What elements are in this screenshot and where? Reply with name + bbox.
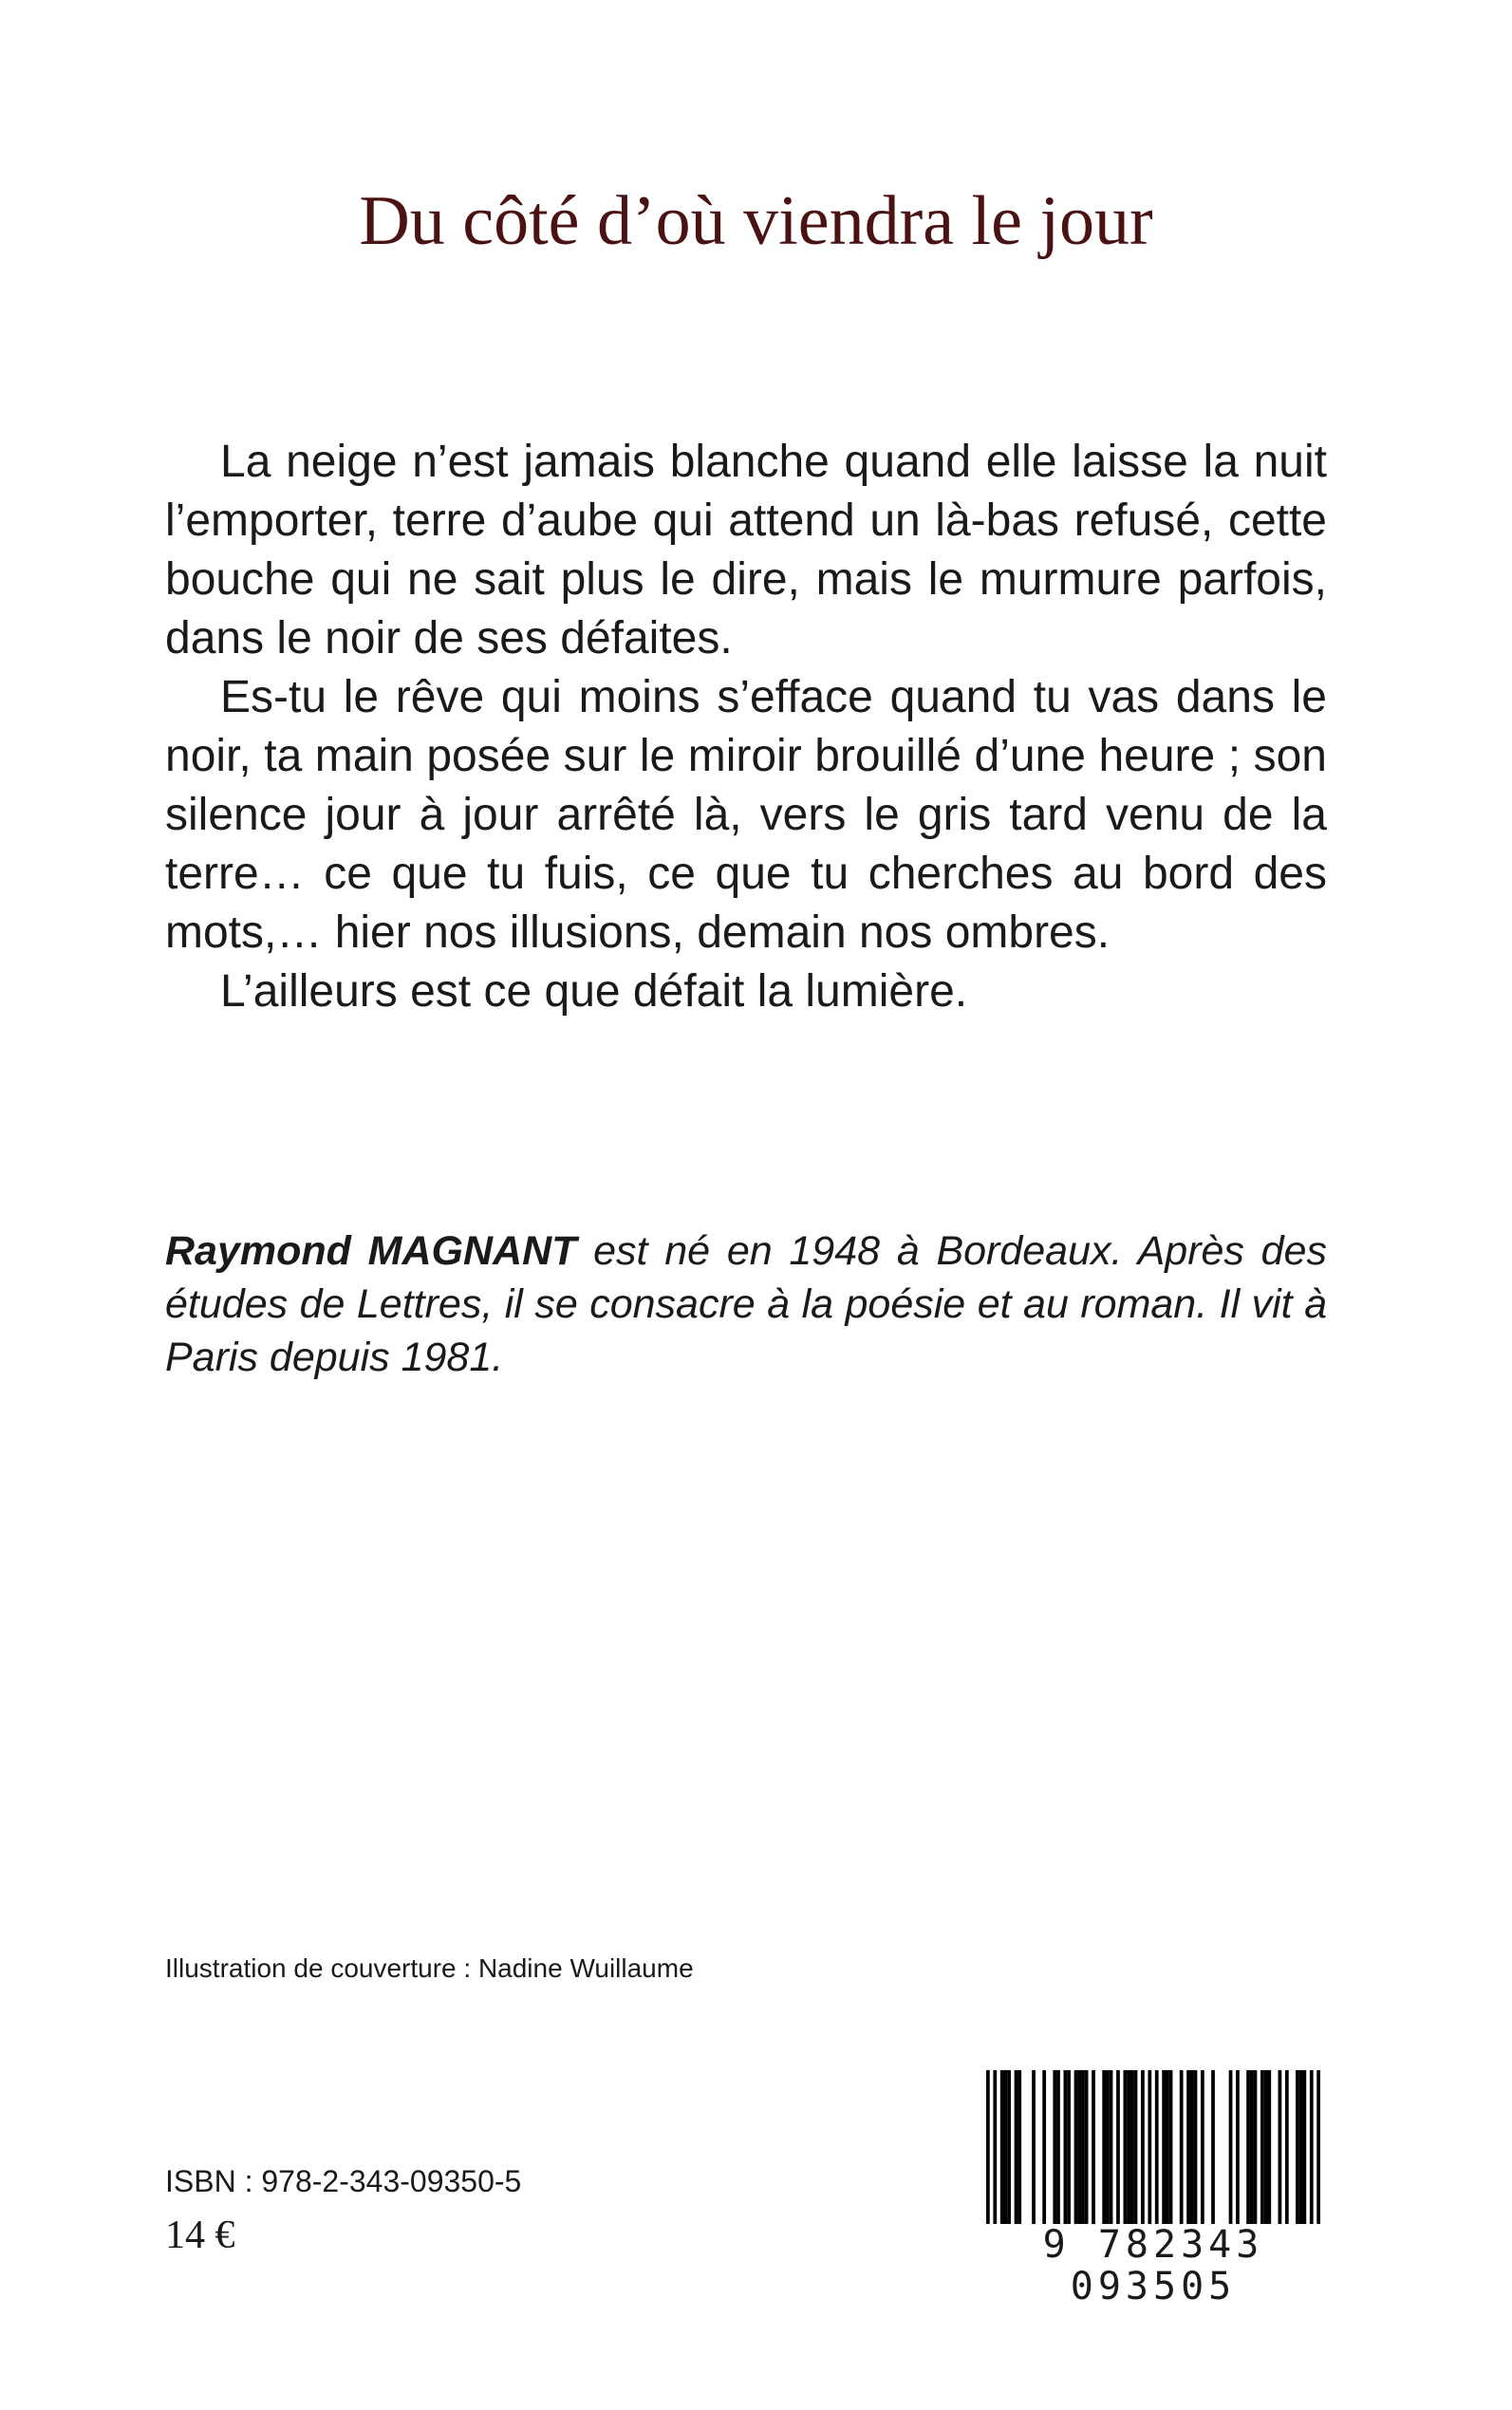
- author-name: Raymond MAGNANT: [165, 1228, 577, 1274]
- barcode-bar: [1201, 2070, 1204, 2226]
- barcode-bar: [1264, 2070, 1268, 2226]
- isbn: ISBN : 978-2-343-09350-5: [165, 2164, 522, 2198]
- barcode-bar: [1141, 2070, 1145, 2226]
- blurb-paragraph: Es-tu le rêve qui moins s’efface quand tu vas dans le noir, ta main posée sur le miroir brouillé d’une heure ; son silence jour à jour arrêté là, vers le gris tard venu de la terre… ce que tu fuis, ce que tu cherches au bord des mots,… hier nos illusions, demain nos ombres.: [165, 672, 1327, 958]
- barcode-bar: [1032, 2070, 1036, 2226]
- barcode-bar: [1254, 2070, 1258, 2226]
- barcode-bar: [1229, 2070, 1233, 2226]
- barcode-bar: [1250, 2070, 1254, 2226]
- barcode-bar: [1310, 2070, 1314, 2237]
- barcode-bar: [1155, 2070, 1159, 2237]
- barcode-bar: [1116, 2070, 1120, 2226]
- barcode-digits: 9 782343 093505: [961, 2224, 1345, 2307]
- barcode-bar: [1007, 2070, 1011, 2226]
- barcode-bar: [1166, 2070, 1169, 2226]
- barcode-bar: [986, 2070, 990, 2237]
- barcode-bar: [1260, 2070, 1264, 2226]
- barcode-bar: [1211, 2070, 1215, 2226]
- barcode-bar: [1285, 2070, 1289, 2226]
- barcode-bar: [1092, 2070, 1095, 2226]
- barcode-bar: [1017, 2070, 1021, 2226]
- barcode-bar: [1127, 2070, 1130, 2226]
- barcode-bar: [1124, 2070, 1128, 2226]
- barcode-bar: [1169, 2070, 1173, 2226]
- barcode-bars: [986, 2070, 1320, 2237]
- author-bio: [165, 1224, 1327, 1384]
- barcode-bar: [1296, 2070, 1299, 2226]
- barcode-bar: [1067, 2070, 1071, 2226]
- barcode-bar: [1246, 2070, 1250, 2226]
- back-cover-blurb: [165, 433, 1327, 1021]
- barcode-bar: [1162, 2070, 1166, 2226]
- barcode-bar: [1279, 2070, 1282, 2226]
- barcode-bar: [1302, 2070, 1306, 2226]
- barcode-bar: [1148, 2070, 1151, 2237]
- barcode-bar: [1134, 2070, 1138, 2226]
- barcode-bar: [1064, 2070, 1068, 2226]
- barcode-bar: [1316, 2070, 1320, 2237]
- illustration-credit: Illustration de couverture : Nadine Wuillaume: [165, 1953, 694, 1983]
- barcode-bar: [1053, 2070, 1056, 2226]
- barcode: [958, 2063, 1349, 2308]
- barcode-bar: [1180, 2070, 1184, 2226]
- book-title: Du côté d’où viendra le jour: [359, 182, 1153, 260]
- barcode-bar: [1194, 2070, 1198, 2226]
- barcode-bar: [1236, 2070, 1240, 2226]
- barcode-bar: [1085, 2070, 1089, 2226]
- barcode-bar: [1015, 2070, 1018, 2226]
- barcode-bar: [1110, 2070, 1113, 2226]
- barcode-bar: [1004, 2070, 1008, 2226]
- barcode-bar: [1130, 2070, 1134, 2226]
- barcode-bar: [1000, 2070, 1004, 2226]
- author-bio-text: est né en 1948 à Bordeaux. Après des études de Lettres, il se consacre à la poésie et au roman. Il vit à Paris depuis 1981.: [165, 1228, 1328, 1380]
- barcode-bar: [1056, 2070, 1060, 2226]
- barcode-bar: [1081, 2070, 1085, 2226]
- blurb-paragraph: L’ailleurs est ce que défait la lumière.: [220, 966, 968, 1017]
- barcode-bar: [1186, 2070, 1190, 2226]
- barcode-bar: [1042, 2070, 1046, 2226]
- barcode-bar: [993, 2070, 997, 2237]
- barcode-bar: [1074, 2070, 1078, 2226]
- barcode-bar: [1190, 2070, 1194, 2226]
- price: 14 €: [165, 2214, 235, 2257]
- barcode-bar: [1267, 2070, 1271, 2226]
- barcode-bar: [1077, 2070, 1081, 2226]
- barcode-bar: [1299, 2070, 1303, 2226]
- blurb-paragraph: La neige n’est jamais blanche quand elle laisse la nuit l’emporter, terre d’aube qui attend un là-bas refusé, cette bouche qui ne sait plus le dire, mais le murmure parfois, dans le noir de ses défaites.: [165, 437, 1327, 663]
- barcode-bar: [1102, 2070, 1106, 2226]
- barcode-bar: [1106, 2070, 1110, 2226]
